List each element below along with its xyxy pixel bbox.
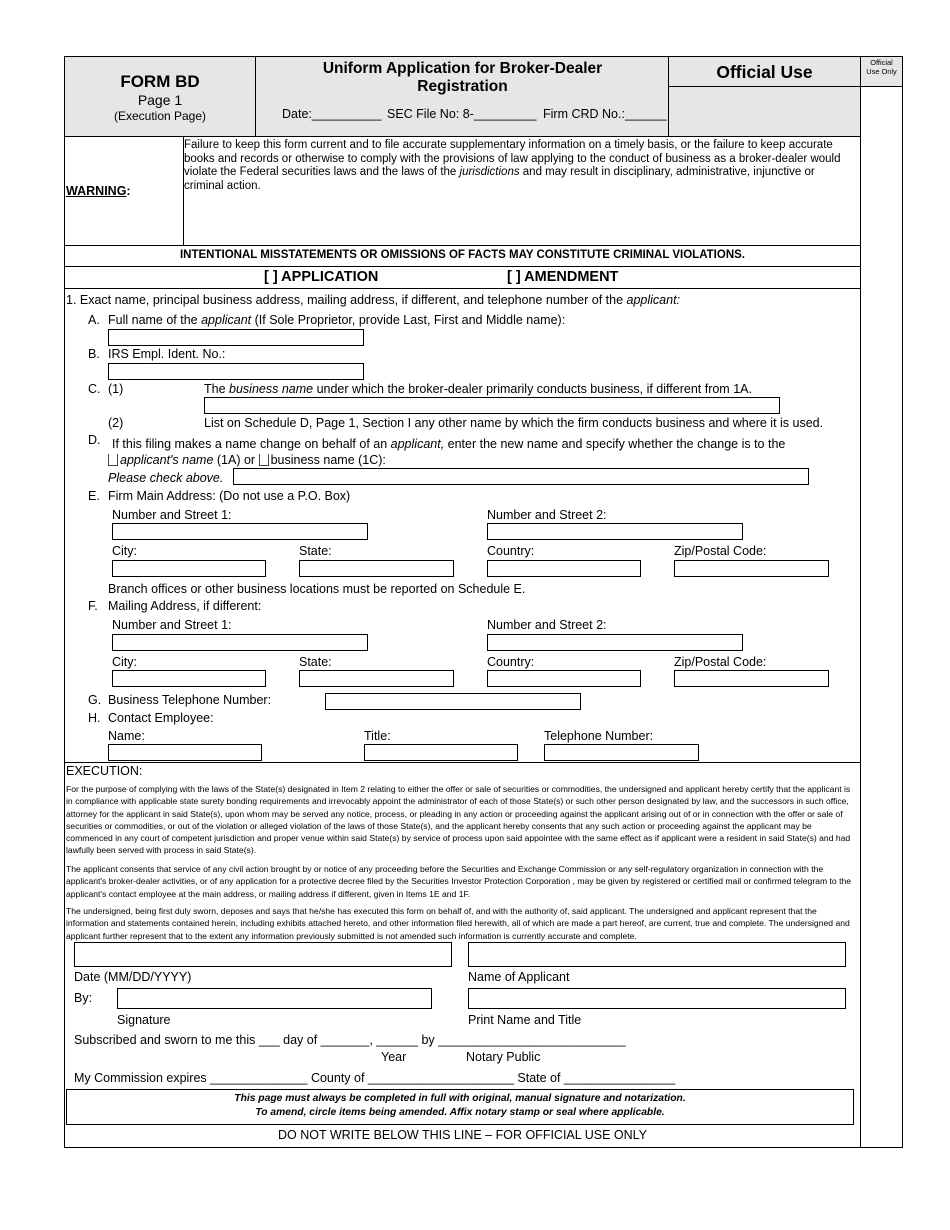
official-use-column: [860, 56, 903, 1148]
mail-city-input[interactable]: [112, 670, 266, 687]
execution-heading: EXECUTION:: [66, 764, 143, 778]
execution-paragraph-1: For the purpose of complying with the laws of the State(s) designated in Item 2 relating to either the offer or sale of securities or commodities, the undersigned and applicant hereby certify that the applicant is in compliance with applicable state surety bonding requirements and irrevocably appoint the administrator of each of those State(s) or such other person designated by law, and the successors in such office, attorney for the applicant in said State(s), upon whom may be served any notice, process, or pleading in any action or proceeding against the applicant arising out of or in connection with the offer or sale of securities or commodities, or out of the violation or alleged violation of the laws of those State(s), and the applicant hereby consents that any such action or proceeding against the applicant may be commenced in any court of competent jurisdiction and proper venue within said State(s) by service of process upon said appointee with the same effect as if applicant were a resident in said State(s) and had lawfully been served with process in said State(s).: [66, 784, 851, 856]
main-state-input[interactable]: [299, 560, 454, 577]
signature-input[interactable]: [117, 988, 432, 1009]
commission-expires-line: My Commission expires ______________ County of _____________________ State of ________________: [74, 1071, 676, 1085]
item1f-letter: F.: [88, 599, 98, 613]
item1-intro: 1. Exact name, principal business address, mailing address, if different, and telephone number of the applicant:: [66, 293, 681, 307]
mail-street1-input[interactable]: [112, 634, 368, 651]
applicant-full-name-input[interactable]: [108, 329, 364, 346]
business-telephone-label: Business Telephone Number:: [108, 693, 272, 707]
main-zip-label: Zip/Postal Code:: [674, 544, 767, 558]
execution-paragraph-2: The applicant consents that service of any civil action brought by or notice of any proceeding before the Securities and Exchange Commission or any self-regulatory organization in connection with the applicant's broker-dealer activities, or of any application for a protective decree filed by the Securities Investor Protection Corporation , may be given by registered or certified mail or confirmed telegram to the applicant's contact employee at the main address, or mailing address if different, given in Items 1E and 1F.: [66, 864, 852, 899]
mail-street2-input[interactable]: [487, 634, 743, 651]
item1d-letter: D.: [88, 433, 101, 447]
print-name-title-label: Print Name and Title: [468, 1013, 582, 1027]
name-of-applicant-input[interactable]: [468, 942, 846, 967]
name-of-applicant-label: Name of Applicant: [468, 970, 570, 984]
item1c1-text: The business name under which the broker-dealer primarily conducts business, if different from 1A.: [204, 382, 752, 396]
mail-city-label: City:: [112, 655, 137, 669]
irs-label: IRS Empl. Ident. No.:: [108, 347, 226, 361]
date-label: Date:__________: [282, 107, 382, 121]
main-address-label: Firm Main Address: (Do not use a P.O. Box): [108, 489, 351, 503]
item1a-letter: A.: [88, 313, 100, 327]
form-execution-page: (Execution Page): [113, 109, 207, 123]
contact-title-input[interactable]: [364, 744, 518, 761]
mail-zip-label: Zip/Postal Code:: [674, 655, 767, 669]
year-label: Year: [381, 1050, 407, 1064]
mailing-address-label: Mailing Address, if different:: [108, 599, 262, 613]
sec-file-label: SEC File No: 8-_________: [387, 107, 537, 121]
main-city-label: City:: [112, 544, 137, 558]
item1g-letter: G.: [88, 693, 102, 707]
by-label: By:: [74, 991, 93, 1005]
item1c2-text: List on Schedule D, Page 1, Section I any other name by which the firm conducts business and where it is used.: [204, 416, 824, 430]
main-city-input[interactable]: [112, 560, 266, 577]
official-use-footer: DO NOT WRITE BELOW THIS LINE – FOR OFFICIAL USE ONLY: [277, 1128, 648, 1142]
mail-state-label: State:: [299, 655, 332, 669]
item1b-letter: B.: [88, 347, 100, 361]
execution-paragraph-3: The undersigned, being first duly sworn, deposes and says that he/she has executed this form on behalf of, and with the authority of, said applicant. The undersigned and applicant represent that the information and statements contained herein, including exhibits attached hereto, and other information filed herewith, all of which are made a part hereof, are current, true and complete. The undersigned and applicant further represent that to the extent any information previously submitted is not amended such information is currently accurate and complete.: [66, 906, 850, 941]
warning-text: Failure to keep this form current and to file accurate supplementary information on a timely basis, or the failure to keep accurate books and records or otherwise to comply with the provisions of law applying to the conduct of business as a broker-dealer would violate the Federal securities laws and the laws of the jurisdictions and may result in disciplinary, administrative, injunctive or criminal action.: [184, 139, 841, 192]
amendment-checkbox[interactable]: [ ] AMENDMENT: [507, 269, 619, 285]
form-main-title: Uniform Application for Broker-Dealer Registration: [322, 60, 603, 95]
item1e-letter: E.: [88, 489, 100, 503]
main-state-label: State:: [299, 544, 332, 558]
item1d-text: If this filing makes a name change on behalf of an applicant, enter the new name and specify whether the change is to the: [112, 437, 786, 451]
official-use-only-label: Official Use Only: [866, 58, 897, 76]
main-country-label: Country:: [487, 544, 535, 558]
mail-street2-label: Number and Street 2:: [487, 618, 607, 632]
contact-employee-label: Contact Employee:: [108, 711, 214, 725]
misstatement-warning: INTENTIONAL MISSTATEMENTS OR OMISSIONS OF FACTS MAY CONSTITUTE CRIMINAL VIOLATIONS.: [179, 249, 745, 261]
form-title: FORM BD: [120, 72, 200, 91]
item1c1-number: (1): [108, 382, 124, 396]
applicants-name-checkbox[interactable]: [108, 454, 118, 466]
item1c2-number: (2): [108, 416, 124, 430]
date-input[interactable]: [74, 942, 452, 967]
business-telephone-input[interactable]: [325, 693, 581, 710]
contact-name-label: Name:: [108, 729, 145, 743]
contact-title-label: Title:: [364, 729, 391, 743]
mail-street1-label: Number and Street 1:: [112, 618, 232, 632]
irs-empl-id-input[interactable]: [108, 363, 364, 380]
completion-notice-line-2: To amend, circle items being amended. Affix notary stamp or seal where applicable.: [255, 1107, 665, 1118]
contact-telephone-label: Telephone Number:: [544, 729, 654, 743]
main-street2-label: Number and Street 2:: [487, 508, 607, 522]
item1d-options: applicant's name (1A) or business name (1C):: [108, 453, 386, 467]
main-street2-input[interactable]: [487, 523, 743, 540]
item1c-letter: C.: [88, 382, 101, 396]
mail-zip-input[interactable]: [674, 670, 829, 687]
main-country-input[interactable]: [487, 560, 641, 577]
business-name-checkbox[interactable]: [259, 454, 269, 466]
date-mmddyyyy-label: Date (MM/DD/YYYY): [74, 970, 192, 984]
contact-name-input[interactable]: [108, 744, 262, 761]
mail-country-label: Country:: [487, 655, 535, 669]
official-use-heading: Official Use: [716, 62, 813, 82]
completion-notice-line-1: This page must always be completed in full with original, manual signature and notarization.: [234, 1093, 686, 1104]
print-name-title-input[interactable]: [468, 988, 846, 1009]
item1a-text: Full name of the applicant (If Sole Proprietor, provide Last, First and Middle name):: [108, 313, 566, 327]
main-zip-input[interactable]: [674, 560, 829, 577]
branch-offices-note: Branch offices or other business locations must be reported on Schedule E.: [108, 582, 526, 596]
new-name-input[interactable]: [233, 468, 809, 485]
notary-public-label: Notary Public: [466, 1050, 541, 1064]
subscribed-sworn-line: Subscribed and sworn to me this ___ day of _______, ______ by ___________________________: [74, 1033, 626, 1047]
warning-label: WARNING:: [66, 184, 131, 198]
mail-state-input[interactable]: [299, 670, 454, 687]
item1h-letter: H.: [88, 711, 101, 725]
firm-crd-label: Firm CRD No.:______: [543, 107, 667, 121]
mail-country-input[interactable]: [487, 670, 641, 687]
application-checkbox[interactable]: [ ] APPLICATION: [264, 269, 379, 285]
signature-label: Signature: [117, 1013, 171, 1027]
main-street1-input[interactable]: [112, 523, 368, 540]
contact-telephone-input[interactable]: [544, 744, 699, 761]
main-street1-label: Number and Street 1:: [112, 508, 232, 522]
please-check-above: Please check above.: [108, 471, 224, 485]
business-name-input[interactable]: [204, 397, 780, 414]
form-page-number: Page 1: [137, 92, 183, 108]
